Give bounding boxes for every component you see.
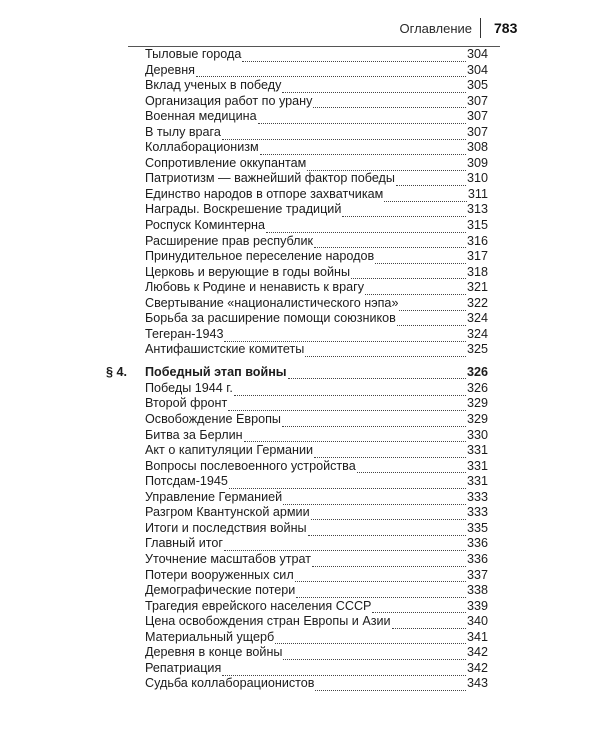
toc-entry-line: [145, 109, 488, 125]
toc-entry-title: Награды. Воскрешение традиций: [145, 202, 342, 217]
dot-leader: [396, 176, 466, 186]
toc-entry-title: Главный итог: [145, 536, 223, 551]
toc-entry: [0, 156, 600, 172]
toc-entry-line: [145, 280, 488, 296]
dot-leader: [392, 619, 466, 629]
toc-entry: [0, 381, 600, 397]
toc-entry: [0, 459, 600, 475]
toc-entry-line: [145, 234, 488, 250]
dot-leader: [384, 192, 467, 202]
toc-entry-page: 324: [466, 311, 488, 326]
toc-entry: [0, 280, 600, 296]
toc-entry: [0, 630, 600, 646]
dot-leader: [266, 223, 466, 233]
toc-entry: [0, 505, 600, 521]
toc-entry-line: [145, 552, 488, 568]
toc-entry-line: [145, 78, 488, 94]
toc-entry: [0, 311, 600, 327]
toc-entry-page: 340: [466, 614, 488, 629]
toc-entry-title: Коллаборационизм: [145, 140, 259, 155]
toc-entry-page: 326: [466, 380, 488, 395]
dot-leader: [295, 572, 466, 582]
toc-entry: [0, 125, 600, 141]
toc-entry: [0, 94, 600, 110]
dot-leader: [242, 52, 466, 62]
toc-entry: [0, 47, 600, 63]
toc-entry-page: 304: [466, 47, 488, 61]
dot-leader: [222, 130, 466, 140]
dot-leader: [224, 332, 466, 342]
toc-entry-page: 318: [466, 264, 488, 279]
toc-entry: [0, 249, 600, 265]
toc-entry-title: Тегеран-1943: [145, 326, 224, 341]
toc-entry-title: Сопротивление оккупантам: [145, 155, 307, 170]
toc-entry-title: Материальный ущерб: [145, 629, 275, 644]
toc-entry-line: [145, 505, 488, 521]
toc-entry-page: 307: [466, 124, 488, 139]
toc-entry: [0, 63, 600, 79]
dot-leader: [282, 417, 466, 427]
dot-leader: [260, 145, 466, 155]
toc-entry-page: 310: [466, 171, 488, 186]
dot-leader: [313, 98, 466, 108]
toc-entry-line: [145, 521, 488, 537]
toc-entry: [0, 109, 600, 125]
toc-entry: [0, 645, 600, 661]
toc-entry: [0, 265, 600, 281]
toc-entry-page: 313: [466, 202, 488, 217]
toc-entry-title: Битва за Берлин: [145, 427, 243, 442]
toc-entry-title: Единство народов в отпоре захватчикам: [145, 186, 384, 201]
dot-leader: [372, 603, 466, 613]
section-number: § 4.: [106, 364, 128, 379]
toc-entry-line: [145, 327, 488, 343]
toc-entry: [0, 342, 600, 358]
toc-entry-title: Итоги и последствия войны: [145, 520, 307, 535]
toc-entry: [0, 327, 600, 343]
toc-entry-title: Церковь и верующие в годы войны: [145, 264, 351, 279]
toc-entry-title: Победы 1944 г.: [145, 380, 233, 395]
dot-leader: [222, 666, 466, 676]
toc-entry-page: 316: [466, 233, 488, 248]
toc-entry-line: [145, 630, 488, 646]
toc-entry-page: 337: [466, 567, 488, 582]
dot-leader: [312, 557, 466, 567]
toc-entry-line: [145, 474, 488, 490]
toc-entry-line: [145, 202, 488, 218]
toc-entry-line: [145, 428, 488, 444]
toc-entry-title: В тылу врага: [145, 124, 221, 139]
dot-leader: [305, 347, 466, 357]
dot-leader: [228, 401, 466, 411]
toc-entry-title: Управление Германией: [145, 489, 283, 504]
toc-entry-page: 335: [466, 520, 488, 535]
toc-entry-line: [145, 125, 488, 141]
dot-leader: [308, 526, 466, 536]
table-of-contents: [0, 47, 600, 692]
toc-entry-page: 336: [466, 536, 488, 551]
toc-entry-title: Расширение прав республик: [145, 233, 314, 248]
dot-leader: [315, 681, 466, 691]
toc-entry-line: [145, 311, 488, 327]
dot-leader: [357, 463, 466, 473]
toc-entry-page: 341: [466, 629, 488, 644]
toc-entry: [0, 202, 600, 218]
toc-entry-line: [145, 661, 488, 677]
toc-entry-title: Тыловые города: [145, 47, 242, 61]
toc-entry-line: [145, 412, 488, 428]
toc-entry-title: Вопросы послевоенного устройства: [145, 458, 356, 473]
toc-entry: [0, 396, 600, 412]
dot-leader: [229, 479, 466, 489]
toc-entry-line: [145, 363, 488, 381]
toc-entry-line: [145, 645, 488, 661]
toc-entry: [0, 583, 600, 599]
dot-leader: [314, 448, 466, 458]
toc-section-row: [0, 363, 600, 381]
toc-entry: [0, 490, 600, 506]
toc-entry-page: 311: [467, 186, 488, 201]
dot-leader: [283, 650, 466, 660]
toc-entry: [0, 568, 600, 584]
toc-entry: [0, 187, 600, 203]
toc-entry-line: [145, 614, 488, 630]
toc-entry-line: [145, 381, 488, 397]
toc-entry-line: [145, 265, 488, 281]
running-header: [0, 18, 600, 40]
toc-entry-page: 331: [466, 443, 488, 458]
toc-entry-line: [145, 140, 488, 156]
toc-entry-page: 317: [466, 249, 488, 264]
toc-entry-title: Свертывание «националистического нэпа»: [145, 295, 399, 310]
dot-leader: [307, 161, 466, 171]
toc-entry: [0, 521, 600, 537]
toc-entry-title: Роспуск Коминтерна: [145, 218, 266, 233]
toc-entry-page: 339: [466, 598, 488, 613]
toc-entry-line: [145, 296, 488, 312]
dot-leader: [196, 67, 466, 77]
toc-entry-line: [145, 156, 488, 172]
toc-entry-page: 342: [466, 645, 488, 660]
toc-entry-title: Репатриация: [145, 660, 222, 675]
toc-entry-title: Акт о капитуляции Германии: [145, 443, 314, 458]
dot-leader: [234, 386, 466, 396]
toc-entry-page: 307: [466, 109, 488, 124]
toc-entry-line: [145, 583, 488, 599]
dot-leader: [296, 588, 466, 598]
toc-entry-page: 333: [466, 489, 488, 504]
toc-entry-line: [145, 599, 488, 615]
toc-entry-title: Цена освобождения стран Европы и Азии: [145, 614, 391, 629]
dot-leader: [288, 369, 466, 379]
toc-entry-page: 307: [466, 93, 488, 108]
toc-entry-title: Борьба за расширение помощи союзников: [145, 311, 396, 326]
toc-entry-title: Принудительное переселение народов: [145, 249, 375, 264]
toc-entry-title: Потери вооруженных сил: [145, 567, 294, 582]
toc-entry: [0, 171, 600, 187]
toc-entry: [0, 412, 600, 428]
toc-entry-title: Организация работ по урану: [145, 93, 313, 108]
toc-entry-page: 322: [466, 295, 488, 310]
toc-entry-line: [145, 342, 488, 358]
toc-entry-title: Деревня в конце войны: [145, 645, 283, 660]
toc-entry-page: 325: [466, 342, 488, 357]
toc-entry: [0, 218, 600, 234]
toc-entry-title: Потсдам-1945: [145, 474, 228, 489]
dot-leader: [375, 254, 466, 264]
dot-leader: [365, 285, 466, 295]
toc-entry: [0, 552, 600, 568]
toc-entry-line: [145, 536, 488, 552]
toc-entry-line: [145, 94, 488, 110]
toc-entry-line: [145, 63, 488, 79]
header-separator: [480, 18, 481, 38]
toc-entry-page: 331: [466, 458, 488, 473]
toc-entry-page: 315: [466, 218, 488, 233]
toc-entry-page: 336: [466, 551, 488, 566]
dot-leader: [397, 316, 466, 326]
toc-entry-line: [145, 459, 488, 475]
toc-entry-line: [145, 218, 488, 234]
dot-leader: [282, 83, 466, 93]
toc-entry-line: [145, 443, 488, 459]
toc-entry: [0, 296, 600, 312]
toc-entry: [0, 661, 600, 677]
toc-entry-title: Любовь к Родине и ненависть к врагу: [145, 280, 365, 295]
toc-entry-page: 338: [466, 583, 488, 598]
toc-entry-title: Победный этап войны: [145, 364, 287, 379]
toc-entry: [0, 443, 600, 459]
toc-entry-page: 329: [466, 412, 488, 427]
toc-entry-page: 309: [466, 155, 488, 170]
toc-entry-title: Разгром Квантунской армии: [145, 505, 310, 520]
toc-entry-page: 331: [466, 474, 488, 489]
dot-leader: [244, 432, 466, 442]
toc-entry: [0, 428, 600, 444]
toc-entry-title: Патриотизм — важнейший фактор победы: [145, 171, 395, 186]
toc-entry: [0, 140, 600, 156]
toc-entry: [0, 599, 600, 615]
toc-entry: [0, 234, 600, 250]
toc-entry-title: Военная медицина: [145, 109, 257, 124]
toc-entry-page: 305: [466, 78, 488, 93]
dot-leader: [314, 238, 466, 248]
toc-entry-title: Судьба коллаборационистов: [145, 676, 315, 691]
toc-entry-page: 326: [466, 364, 488, 379]
toc-entry-line: [145, 396, 488, 412]
toc-entry-page: 342: [466, 660, 488, 675]
dot-leader: [258, 114, 466, 124]
toc-entry: [0, 78, 600, 94]
header-page-number: 783: [494, 20, 518, 36]
dot-leader: [283, 495, 466, 505]
toc-entry-page: 304: [466, 62, 488, 77]
dot-leader: [351, 269, 466, 279]
header-title: Оглавление: [399, 21, 472, 36]
toc-entry-title: Демографические потери: [145, 583, 296, 598]
toc-entry-title: Антифашистские комитеты: [145, 342, 305, 357]
toc-entry-title: Трагедия еврейского населения СССР: [145, 598, 372, 613]
toc-entry-page: 324: [466, 326, 488, 341]
toc-entry-line: [145, 249, 488, 265]
toc-entry-line: [145, 187, 488, 203]
toc-entry-title: Уточнение масштабов утрат: [145, 551, 312, 566]
dot-leader: [311, 510, 466, 520]
dot-leader: [399, 301, 466, 311]
toc-entry-title: Освобождение Европы: [145, 412, 281, 427]
toc-entry-page: 333: [466, 505, 488, 520]
toc-entry-page: 321: [466, 280, 488, 295]
toc-entry-title: Второй фронт: [145, 396, 228, 411]
toc-entry-line: [145, 171, 488, 187]
toc-entry-title: Вклад ученых в победу: [145, 78, 282, 93]
toc-entry: [0, 474, 600, 490]
dot-leader: [342, 207, 466, 217]
toc-entry-line: [145, 47, 488, 63]
toc-entry-line: [145, 676, 488, 692]
dot-leader: [224, 541, 466, 551]
toc-entry-page: 330: [466, 427, 488, 442]
toc-entry-title: Деревня: [145, 62, 196, 77]
dot-leader: [275, 634, 466, 644]
toc-entry-page: 308: [466, 140, 488, 155]
toc-entry-line: [145, 490, 488, 506]
toc-entry: [0, 614, 600, 630]
toc-entry: [0, 676, 600, 692]
toc-entry-line: [145, 568, 488, 584]
toc-entry-page: 343: [466, 676, 488, 691]
toc-entry: [0, 536, 600, 552]
toc-entry-page: 329: [466, 396, 488, 411]
